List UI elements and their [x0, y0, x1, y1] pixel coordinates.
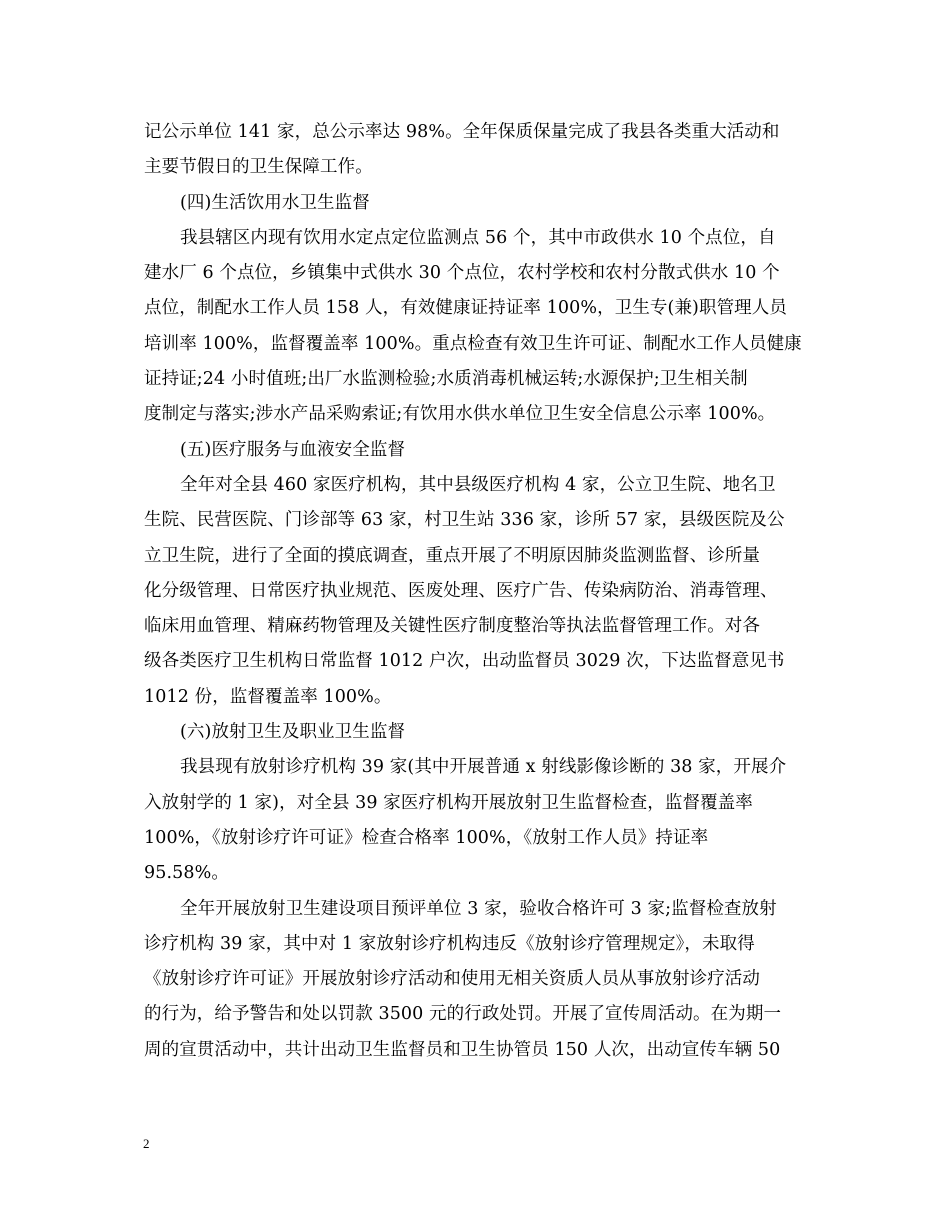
- section-heading: (六)放射卫生及职业卫生监督: [180, 722, 406, 743]
- text-line: 化分级管理、日常医疗执业规范、医废处理、医疗广告、传染病防治、消毒管理、: [144, 580, 778, 601]
- text-line: 证持证;24 小时值班;出厂水监测检验;水质消毒机械运转;水源保护;卫生相关制: [144, 369, 748, 390]
- text-line: 点位，制配水工作人员 158 人，有效健康证持证率 100%，卫生专(兼)职管理人员: [144, 298, 787, 319]
- page-number: 2: [143, 1136, 150, 1151]
- section-heading: (四)生活饮用水卫生监督: [180, 192, 370, 213]
- text-line: 生院、民营医院、门诊部等 63 家，村卫生站 336 家，诊所 57 家，县级医院及公: [144, 510, 785, 531]
- section-heading: (五)医疗服务与血液安全监督: [180, 439, 406, 460]
- text-line: 度制定与落实;涉水产品采购索证;有饮用水供水单位卫生安全信息公示率 100%。: [144, 404, 776, 425]
- body-text: [144, 115, 809, 1068]
- text-line: 记公示单位 141 家，总公示率达 98%。全年保质保量完成了我县各类重大活动和: [144, 122, 780, 142]
- text-line: 建水厂 6 个点位，乡镇集中式供水 30 个点位，农村学校和农村分散式供水 10 个: [144, 263, 780, 284]
- text-line: 立卫生院，进行了全面的摸底调查，重点开展了不明原因肺炎监测监督、诊所量: [144, 545, 760, 566]
- text-line: 我县辖区内现有饮用水定点定位监测点 56 个，其中市政供水 10 个点位，自: [180, 227, 776, 248]
- text-line: 诊疗机构 39 家，其中对 1 家放射诊疗机构违反《放射诊疗管理规定》，未取得: [144, 933, 755, 954]
- text-line: 主要节假日的卫生保障工作。: [144, 157, 373, 178]
- text-line: 周的宣贯活动中，共计出动卫生监督员和卫生协管员 150 人次，出动宣传车辆 50: [144, 1039, 781, 1060]
- text-line: 临床用血管理、精麻药物管理及关键性医疗制度整治等执法监督管理工作。对各: [144, 616, 760, 637]
- text-line: 入放射学的 1 家)，对全县 39 家医疗机构开展放射卫生监督检查，监督覆盖率: [144, 792, 753, 813]
- text-line: 培训率 100%，监督覆盖率 100%。重点检查有效卫生许可证、制配水工作人员健康: [144, 333, 802, 354]
- text-line: 95.58%。: [144, 863, 229, 884]
- text-line: 级各类医疗卫生机构日常监督 1012 户次，出动监督员 3029 次，下达监督意见书: [144, 651, 785, 672]
- text-line: 的行为，给予警告和处以罚款 3500 元的行政处罚。开展了宣传周活动。在为期一: [144, 1004, 782, 1025]
- text-line: 《放射诊疗许可证》开展放射诊疗活动和使用无相关资质人员从事放射诊疗活动: [144, 969, 760, 990]
- text-line: 我县现有放射诊疗机构 39 家(其中开展普通 x 射线影像诊断的 38 家，开展介: [180, 757, 787, 778]
- text-line: 100%，《放射诊疗许可证》检查合格率 100%，《放射工作人员》持证率: [144, 827, 709, 848]
- text-line: 全年对全县 460 家医疗机构，其中县级医疗机构 4 家，公立卫生院、地名卫: [180, 474, 776, 495]
- text-line: 1012 份，监督覆盖率 100%。: [144, 686, 392, 707]
- text-line: 全年开展放射卫生建设项目预评单位 3 家，验收合格许可 3 家;监督检查放射: [180, 898, 777, 919]
